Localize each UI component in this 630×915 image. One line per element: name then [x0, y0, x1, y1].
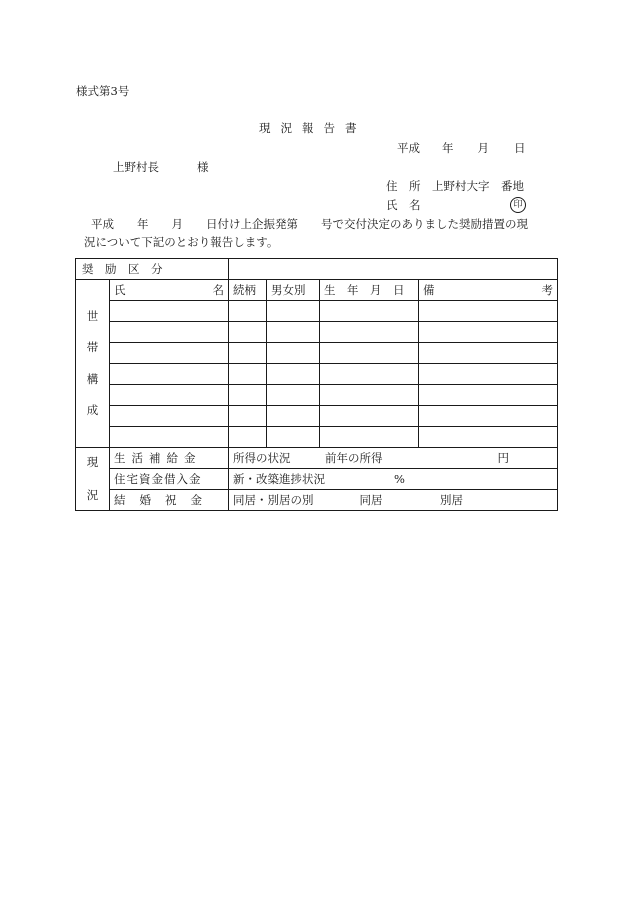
household-section-label — [76, 280, 110, 448]
member-relation-cell[interactable] — [229, 301, 267, 322]
status-row-marriage-gift — [76, 490, 558, 511]
member-birth-cell[interactable] — [320, 301, 419, 322]
date-era: 平成 — [397, 141, 420, 155]
member-remarks-cell[interactable] — [419, 406, 558, 427]
status-row-living-allowance — [76, 448, 558, 469]
member-relation-cell[interactable] — [229, 385, 267, 406]
member-birth-cell[interactable] — [320, 364, 419, 385]
date-line — [397, 143, 526, 155]
member-remarks-cell[interactable] — [419, 322, 558, 343]
member-birth-cell[interactable] — [320, 406, 419, 427]
member-sex-cell[interactable] — [267, 364, 320, 385]
member-remarks-cell[interactable] — [419, 364, 558, 385]
status-row-housing-loan — [76, 469, 558, 490]
member-sex-cell[interactable] — [267, 427, 320, 448]
member-birth-cell[interactable] — [320, 343, 419, 364]
address-label: 住 所 — [386, 179, 421, 193]
member-birth-cell[interactable] — [320, 322, 419, 343]
member-name-cell[interactable] — [110, 385, 229, 406]
member-relation-cell[interactable] — [229, 364, 267, 385]
member-remarks-cell[interactable] — [419, 301, 558, 322]
status-item-label: 生活補給金 — [110, 448, 229, 469]
member-name-cell[interactable] — [110, 301, 229, 322]
header-sex: 男女別 — [267, 280, 320, 301]
header-name-right: 名 — [212, 283, 224, 297]
member-remarks-cell[interactable] — [419, 385, 558, 406]
member-name-cell[interactable] — [110, 343, 229, 364]
household-label-char: 構 — [86, 371, 99, 386]
header-name — [110, 280, 229, 301]
member-relation-cell[interactable] — [229, 427, 267, 448]
date-month: 月 — [477, 141, 489, 155]
addressee-name: 上野村長 — [113, 160, 159, 174]
header-birth: 生 年 月 日 — [320, 280, 419, 301]
member-sex-cell[interactable] — [267, 406, 320, 427]
date-day: 日 — [514, 141, 526, 155]
household-label-char: 成 — [86, 403, 99, 417]
applicant-address — [386, 181, 524, 193]
member-sex-cell[interactable] — [267, 322, 320, 343]
member-relation-cell[interactable] — [229, 406, 267, 427]
report-table — [75, 258, 558, 511]
member-sex-cell[interactable] — [267, 385, 320, 406]
household-header-row — [76, 280, 558, 301]
body-text-line-2: 況について下記のとおり報告します。 — [84, 235, 279, 249]
member-name-cell[interactable] — [110, 406, 229, 427]
member-name-cell[interactable] — [110, 364, 229, 385]
document-title: 現況報告書 — [259, 121, 367, 135]
incentive-value[interactable] — [229, 259, 558, 280]
status-item-label: 結婚祝金 — [110, 490, 229, 511]
seal-mark: 印 — [510, 197, 526, 213]
member-remarks-cell[interactable] — [419, 343, 558, 364]
addressee — [113, 162, 209, 174]
table-row — [76, 301, 558, 322]
status-section-label — [76, 448, 110, 511]
status-label-char: 現 — [86, 454, 99, 469]
table-row — [76, 364, 558, 385]
member-remarks-cell[interactable] — [419, 427, 558, 448]
member-sex-cell[interactable] — [267, 343, 320, 364]
addressee-honorific: 様 — [197, 160, 209, 174]
table-row — [76, 427, 558, 448]
status-item-label: 住宅資金借入金 — [110, 469, 229, 490]
header-remarks-right: 考 — [541, 283, 553, 297]
table-row — [76, 343, 558, 364]
member-birth-cell[interactable] — [320, 427, 419, 448]
member-name-cell[interactable] — [110, 322, 229, 343]
body-text-line-1: 平成 年 月 日付け上企振発第 号で交付決定のありました奨励措置の現 — [91, 217, 528, 231]
status-detail[interactable]: 所得の状況 前年の所得 円 — [229, 448, 558, 469]
member-relation-cell[interactable] — [229, 343, 267, 364]
date-year: 年 — [442, 141, 454, 155]
header-remarks-left: 備 — [423, 283, 435, 297]
header-relation: 続柄 — [229, 280, 267, 301]
applicant-name — [386, 200, 421, 212]
header-remarks — [419, 280, 558, 301]
household-label-char: 帯 — [86, 340, 99, 354]
form-number: 様式第3号 — [76, 84, 130, 98]
name-label: 氏 名 — [386, 198, 421, 212]
status-detail[interactable]: 新・改築進捗状況 % — [229, 469, 558, 490]
address-value: 上野村大字 番地 — [432, 179, 524, 193]
member-relation-cell[interactable] — [229, 322, 267, 343]
household-label-char: 世 — [86, 308, 99, 323]
status-label-char: 況 — [86, 488, 99, 502]
table-row — [76, 406, 558, 427]
member-sex-cell[interactable] — [267, 301, 320, 322]
header-name-left: 氏 — [114, 283, 126, 297]
incentive-row — [76, 259, 558, 280]
incentive-label: 奨 励 区 分 — [76, 259, 229, 280]
member-name-cell[interactable] — [110, 427, 229, 448]
status-detail[interactable]: 同居・別居の別 同居 別居 — [229, 490, 558, 511]
table-row — [76, 322, 558, 343]
table-row — [76, 385, 558, 406]
member-birth-cell[interactable] — [320, 385, 419, 406]
